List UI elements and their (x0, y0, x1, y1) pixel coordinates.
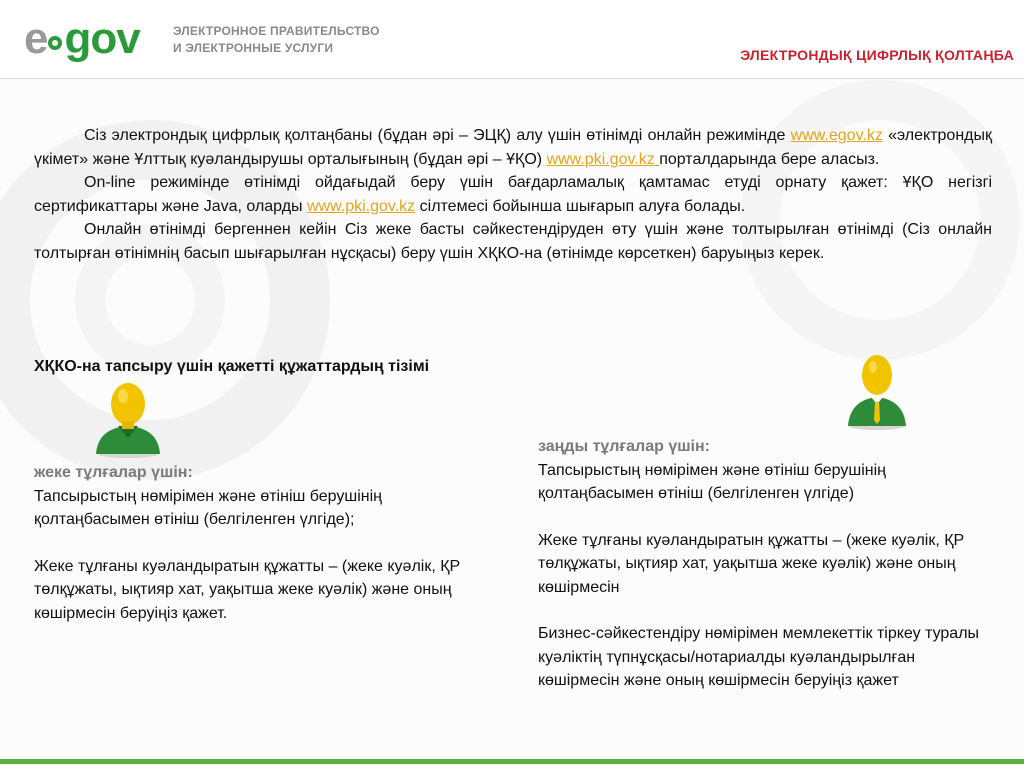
paragraph-1 (34, 124, 992, 171)
tagline-line-2: И ЭЛЕКТРОННЫЕ УСЛУГИ (173, 41, 334, 55)
pki-link-1[interactable]: www.pki.gov.kz (546, 150, 660, 168)
logo-gov: gov (64, 14, 140, 63)
legal-entities-item-3: Бизнес-сәйкестендіру нөмірімен мемлекеттік тіркеу туралы куәліктің түпнұсқасы/нотариалды куәландырылған көшірмесін және оның көшірмесін беруіңіз қажет (538, 625, 980, 689)
egov-link[interactable]: www.egov.kz (790, 127, 883, 144)
tagline-line-1: ЭЛЕКТРОННОЕ ПРАВИТЕЛЬСТВО (173, 24, 380, 38)
individuals-item-2: Жеке тұлғаны куәландыратын құжатты – (жеке куәлік, ҚР төлқұжаты, ықтияр хат, уақытша жеке куәлік) және оның көшірмесін беруіңіз қажет. (34, 557, 461, 622)
individuals-item-1: Тапсырыстың нөмірімен және өтініш берушінің қолтаңбасымен өтініш (белгіленген үлгіде); (34, 487, 382, 528)
pki-link-2[interactable]: www.pki.gov.kz (307, 197, 416, 215)
section-title: ЭЛЕКТРОНДЫҚ ЦИФРЛЫҚ ҚОЛТАҢБА (740, 47, 1014, 63)
legal-entities-item-1: Тапсырыстың нөмірімен және өтініш берушінің қолтаңбасымен өтініш (белгіленген үлгіде) (538, 461, 886, 502)
intro-text (34, 124, 992, 265)
logo-dot-icon (48, 36, 62, 50)
businessman-icon (842, 350, 912, 430)
p1-text-b: «электрондық үкімет» және Ұлттық куәландырушы орталығының (бұдан әрі – ҰҚО) (34, 127, 992, 168)
header (0, 0, 1024, 79)
p1-text-c: порталдарында бере аласыз. (659, 150, 880, 168)
paragraph-2 (34, 171, 992, 218)
footer-line (0, 759, 1024, 764)
legal-entities-item-2: Жеке тұлғаны куәландыратын құжатты – (жеке куәлік, ҚР төлқұжаты, ықтияр хат, уақытша жеке куәлік) және оның көшірмесін (538, 531, 965, 596)
p1-text-a: Сіз электрондық цифрлық қолтаңбаны (бұдан әрі – ЭЦҚ) алу үшін өтінімді онлайн режимінде (84, 127, 791, 144)
legal-entities-title: заңды тұлғалар үшін: (538, 438, 710, 455)
p2-text-a: On-line режимінде өтінімді ойдағыдай беру үшін бағдарламалық қамтамас етуді орнату қажет: ҰҚО негізгі сертификаттары және Java, оларды (34, 174, 992, 215)
p2-text-b: сілтемесі бойынша шығарып алуға болады. (415, 197, 746, 215)
tagline (173, 23, 380, 57)
legal-entities-column (538, 435, 988, 693)
logo-e: e (24, 14, 48, 63)
egov-logo[interactable] (24, 12, 140, 66)
person-icon (88, 378, 168, 458)
individuals-title: жеке тұлғалар үшін: (34, 464, 193, 481)
individuals-column (34, 461, 494, 625)
documents-heading: ХҚКО-на тапсыру үшін қажетті құжаттардың тізімі (34, 358, 430, 375)
paragraph-3: Онлайн өтінімді бергеннен кейін Сіз жеке басты сәйкестендіруден өту үшін және толтырылған өтінімді (Сіз онлайн толтырған өтінімнің басып шығарылған нұсқасы) беру үшін ХҚКО-на (өтінімде көрсеткен) баруыңыз керек. (34, 221, 992, 262)
